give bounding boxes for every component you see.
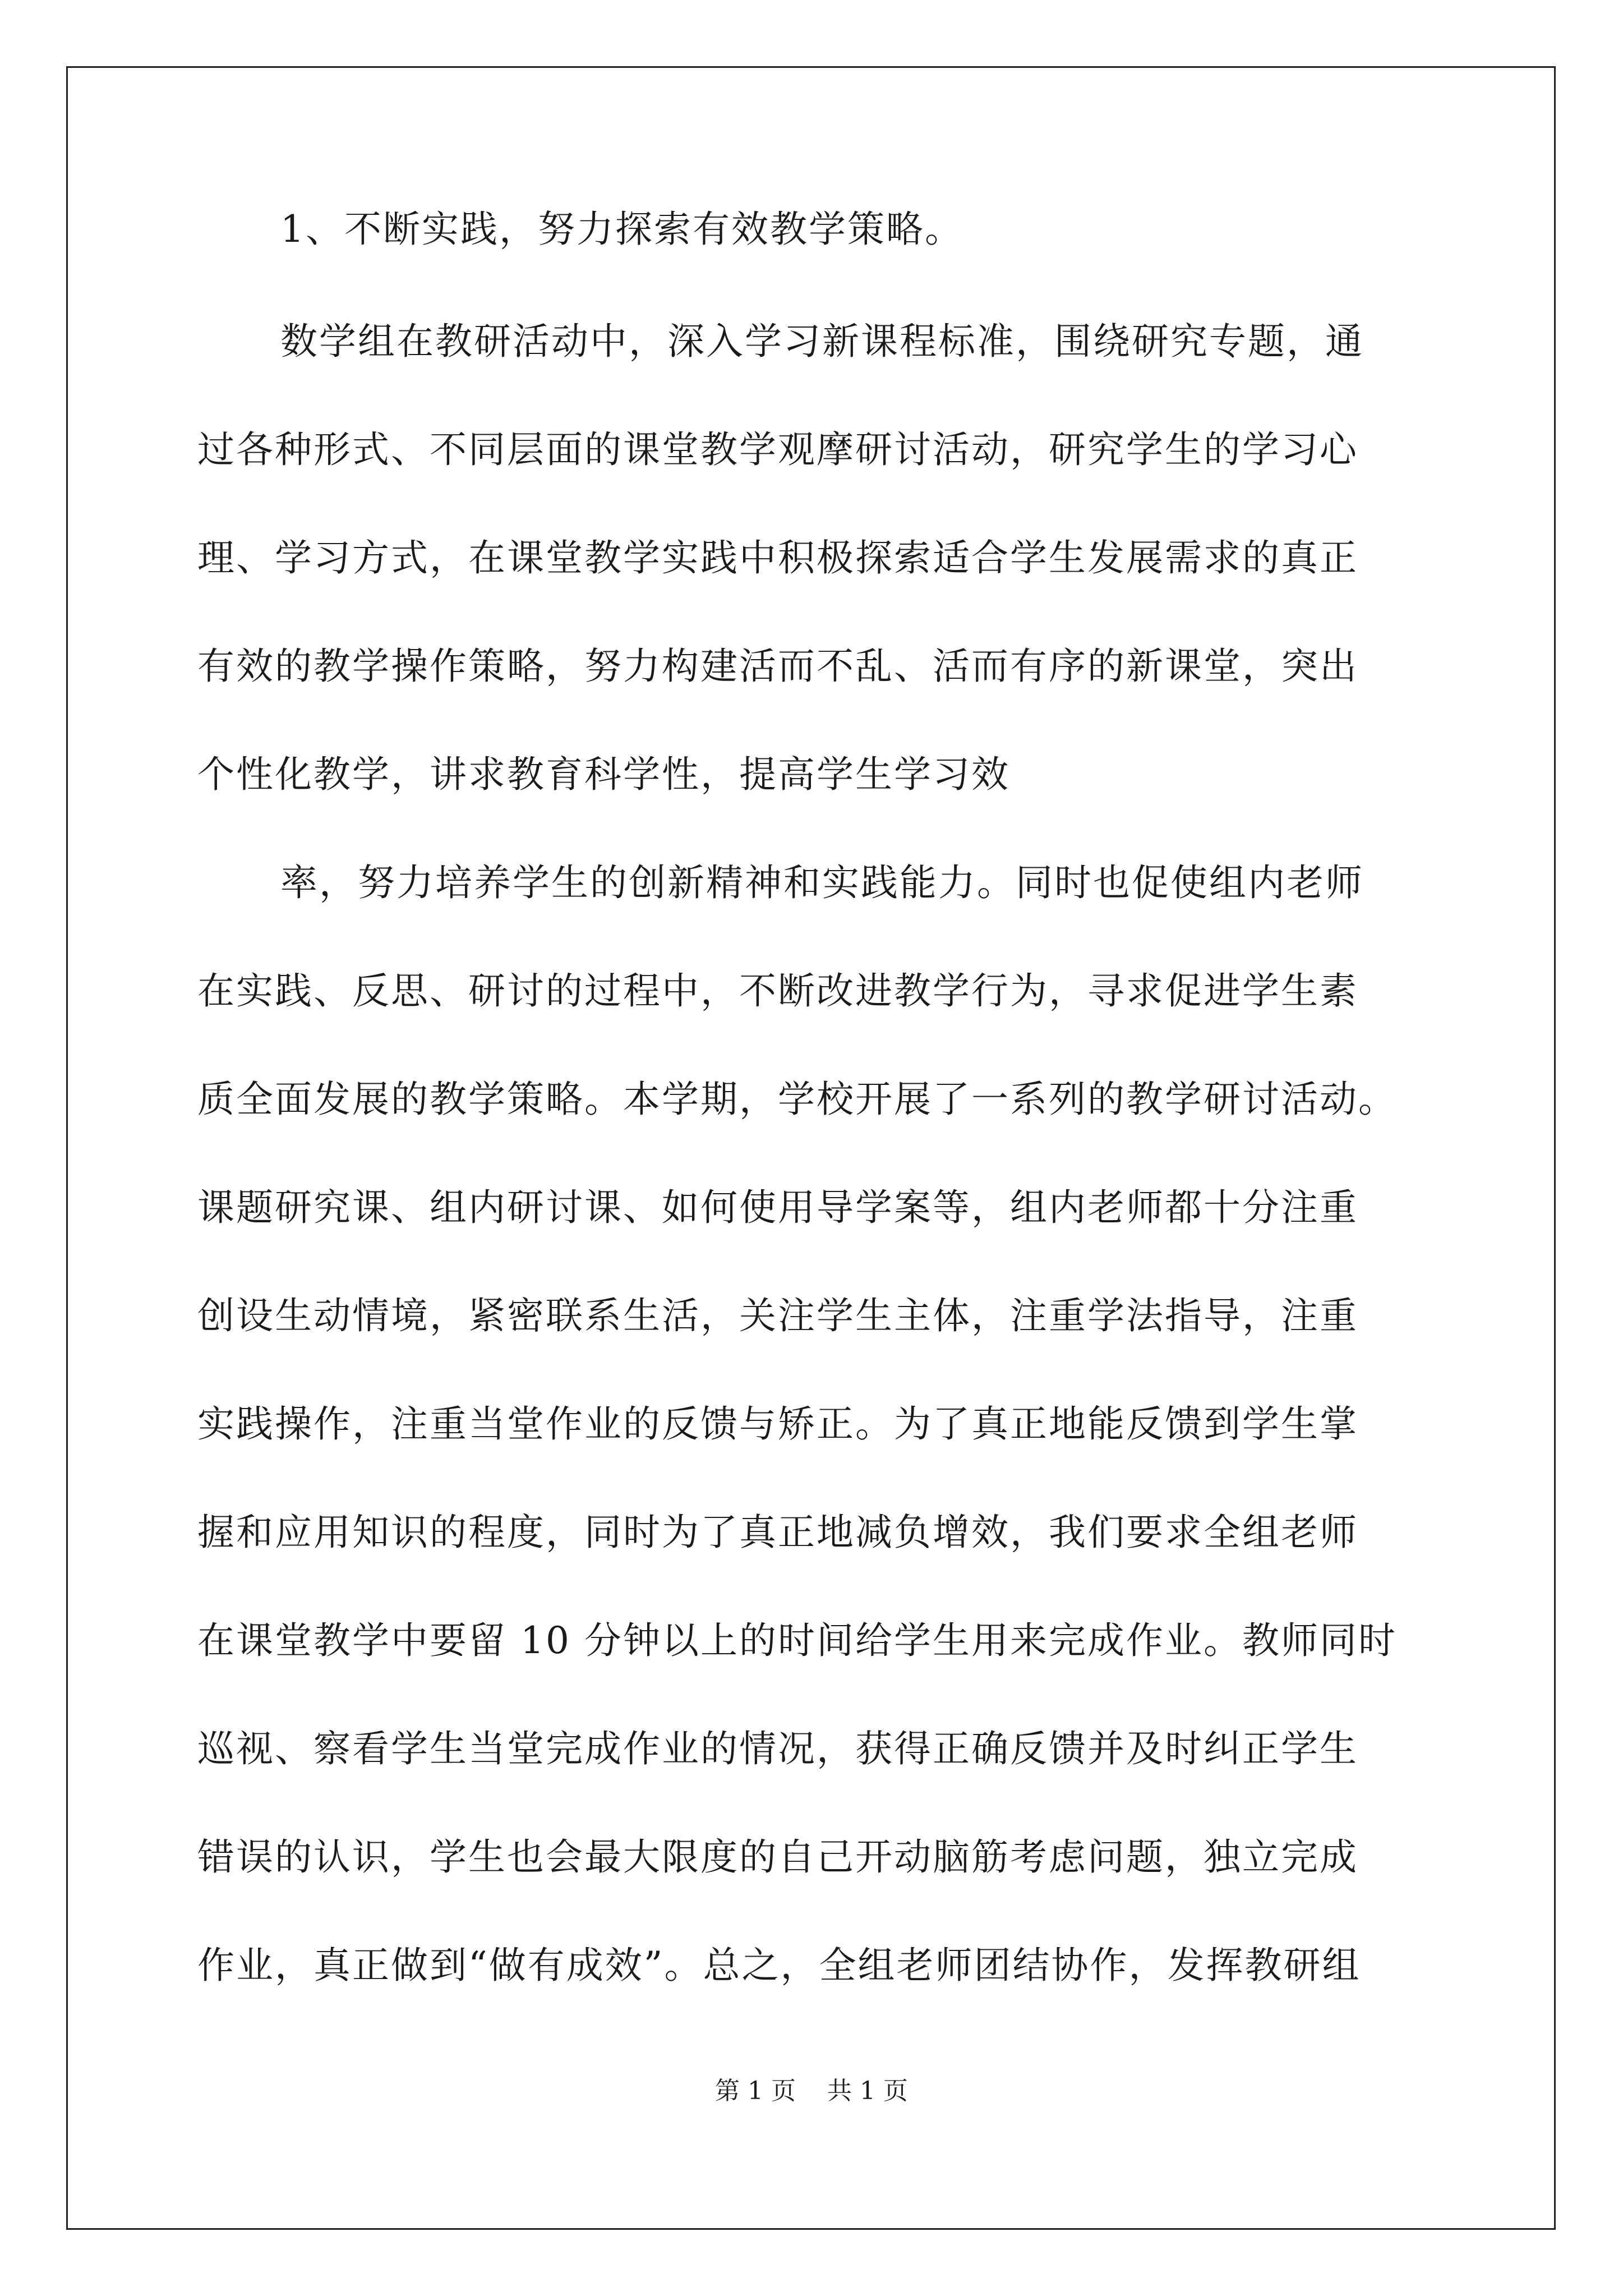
paragraph-line: 过各种形式、不同层面的课堂教学观摩研讨活动，研究学生的学习心 [197, 428, 1358, 471]
paragraph-line: 在实践、反思、研讨的过程中，不断改进教学行为，寻求促进学生素 [197, 969, 1358, 1013]
page-border [66, 66, 1556, 2230]
paragraph-line: 作业，真正做到“做有成效”。总之，全组老师团结协作，发挥教研组 [197, 1944, 1361, 1987]
paragraph-line: 数学组在教研活动中，深入学习新课程标准，围绕研究专题，通 [280, 320, 1364, 363]
paragraph-line: 率，努力培养学生的创新精神和实践能力。同时也促使组内老师 [280, 861, 1364, 904]
paragraph-line: 理、学习方式，在课堂教学实践中积极探索适合学生发展需求的真正 [197, 536, 1358, 579]
page-number-footer: 第 1 页 共 1 页 [715, 2077, 908, 2105]
paragraph-line: 个性化教学，讲求教育科学性，提高学生学习效 [197, 753, 1010, 796]
paragraph-line: 有效的教学操作策略，努力构建活而不乱、活而有序的新课堂，突出 [197, 645, 1358, 688]
paragraph-line: 握和应用知识的程度，同时为了真正地减负增效，我们要求全组老师 [197, 1511, 1358, 1554]
paragraph-line: 实践操作，注重当堂作业的反馈与矫正。为了真正地能反馈到学生掌 [197, 1402, 1358, 1446]
paragraph-line: 课题研究课、组内研讨课、如何使用导学案等，组内老师都十分注重 [197, 1186, 1358, 1229]
paragraph-line: 错误的认识，学生也会最大限度的自己开动脑筋考虑问题，独立完成 [197, 1835, 1358, 1879]
paragraph-line: 在课堂教学中要留 10 分钟以上的时间给学生用来完成作业。教师同时 [197, 1619, 1397, 1662]
paragraph-line: 创设生动情境，紧密联系生活，关注学生主体，注重学法指导，注重 [197, 1294, 1358, 1337]
heading-line: 1、不断实践，努力探索有效教学策略。 [280, 208, 963, 251]
paragraph-line: 质全面发展的教学策略。本学期，学校开展了一系列的教学研讨活动。 [197, 1078, 1397, 1121]
paragraph-line: 巡视、察看学生当堂完成作业的情况，获得正确反馈并及时纠正学生 [197, 1727, 1358, 1770]
